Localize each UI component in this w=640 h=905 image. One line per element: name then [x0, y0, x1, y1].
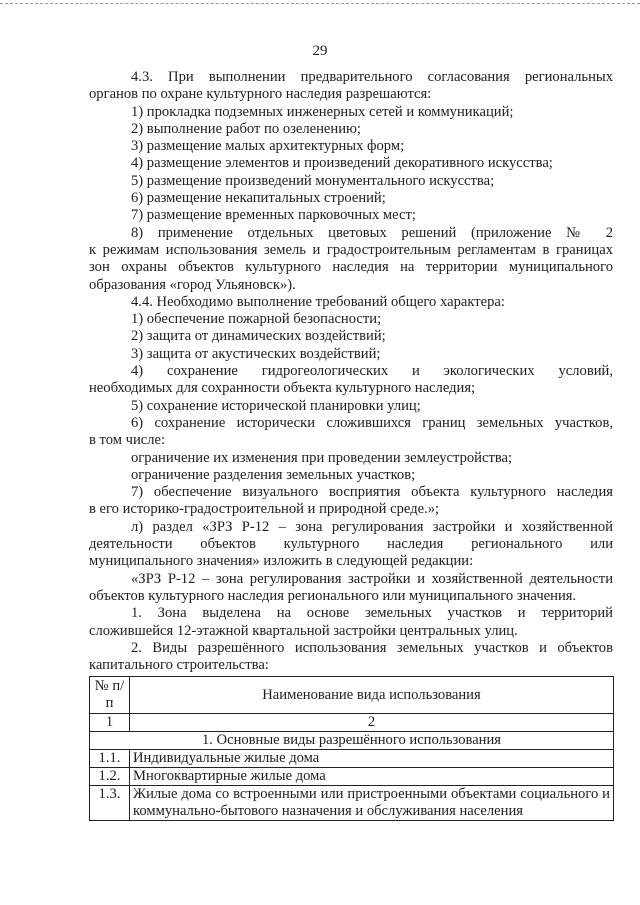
- table-row: [90, 786, 614, 821]
- scan-edge-line: [0, 3, 640, 4]
- column-number-2: 2: [130, 714, 614, 732]
- list-subitem: ограничение разделения земельных участков;: [131, 466, 416, 483]
- document-body: [89, 69, 613, 674]
- list-item: 1) прокладка подземных инженерных сетей и коммуникаций;: [131, 103, 514, 120]
- section-title: 1. Основные виды разрешённого использования: [90, 732, 614, 750]
- table-row: [90, 768, 614, 786]
- list-item: 7) размещение временных парковочных мест;: [131, 207, 416, 224]
- paragraph-zone-2-cont: капитального строительства:: [89, 657, 269, 674]
- list-item: 1) обеспечение пожарной безопасности;: [131, 311, 382, 328]
- list-item: 3) размещение малых архитектурных форм;: [131, 138, 405, 155]
- paragraph-4-4: 4.4. Необходимо выполнение требований общего характера:: [131, 293, 505, 310]
- paragraph-l: л) раздел «ЗРЗ Р-12 – зона регулирования застройки и хозяйственной: [131, 518, 613, 535]
- section-row: [90, 732, 614, 750]
- table-row: [90, 750, 614, 768]
- paragraph-l-cont: деятельности объектов культурного наследия регионального или: [89, 536, 613, 553]
- list-item-cont: к режимам использования земель и градостроительным регламентам в границах зон охраны объектов культурного наследия на территории муниципального образования «город Ульяновск»).: [89, 241, 613, 293]
- column-number-row: [90, 714, 614, 732]
- column-number-1: 1: [90, 714, 130, 732]
- list-item: 2) защита от динамических воздействий;: [131, 328, 386, 345]
- paragraph-zone-1-cont: сложившейся 12-этажной квартальной застройки центральных улиц.: [89, 622, 518, 639]
- list-item: 2) выполнение работ по озеленению;: [131, 120, 361, 137]
- row-text: Индивидуальные жилые дома: [130, 750, 614, 768]
- row-number: 1.2.: [90, 768, 130, 786]
- list-item: 5) сохранение исторической планировки улиц;: [131, 397, 421, 414]
- list-item: 6) размещение некапитальных строений;: [131, 190, 386, 207]
- list-item-cont: необходимых для сохранности объекта культурного наследия;: [89, 380, 476, 397]
- paragraph-zone-cont: объектов культурного наследия регионального или муниципального значения.: [89, 587, 577, 604]
- list-item: 5) размещение произведений монументального искусства;: [131, 172, 495, 189]
- list-item-cont: в том числе:: [89, 432, 166, 449]
- paragraph-zone-2: 2. Виды разрешённого использования земельных участков и объектов: [131, 639, 613, 656]
- paragraph-zone-1: 1. Зона выделена на основе земельных участков и территорий: [131, 605, 613, 622]
- header-name: Наименование вида использования: [130, 677, 614, 714]
- paragraph-4-3: 4.3. При выполнении предварительного согласования региональных: [131, 69, 613, 85]
- list-item: 4) размещение элементов и произведений декоративного искусства;: [131, 155, 553, 172]
- list-item: 8) применение отдельных цветовых решений (приложение № 2: [131, 224, 613, 241]
- usage-types-table: [89, 676, 614, 821]
- paragraph-zone: «ЗРЗ Р-12 – зона регулирования застройки и хозяйственной деятельности: [131, 570, 613, 587]
- list-subitem: ограничение их изменения при проведении землеустройства;: [131, 449, 513, 466]
- row-text: Жилые дома со встроенными или пристроенными объектами социального и коммунально-бытового назначения и обслуживания населения: [130, 786, 614, 821]
- page-number: 29: [312, 43, 328, 59]
- list-item-cont: в его историко-градостроительной и природной среде.»;: [89, 501, 440, 518]
- row-number: 1.1.: [90, 750, 130, 768]
- paragraph-4-3-cont: органов по охране культурного наследия разрешаются:: [89, 86, 432, 103]
- row-number: 1.3.: [90, 786, 130, 821]
- table-header-row: [90, 677, 614, 714]
- list-item: 7) обеспечение визуального восприятия объекта культурного наследия: [131, 484, 613, 501]
- list-item: 3) защита от акустических воздействий;: [131, 345, 381, 362]
- header-number: № п/п: [90, 677, 130, 714]
- paragraph-l-cont: муниципального значения» изложить в следующей редакции:: [89, 553, 474, 570]
- list-item: 6) сохранение исторически сложившихся границ земельных участков,: [131, 414, 613, 431]
- row-text: Многоквартирные жилые дома: [130, 768, 614, 786]
- list-item: 4) сохранение гидрогеологических и экологических условий,: [131, 363, 613, 380]
